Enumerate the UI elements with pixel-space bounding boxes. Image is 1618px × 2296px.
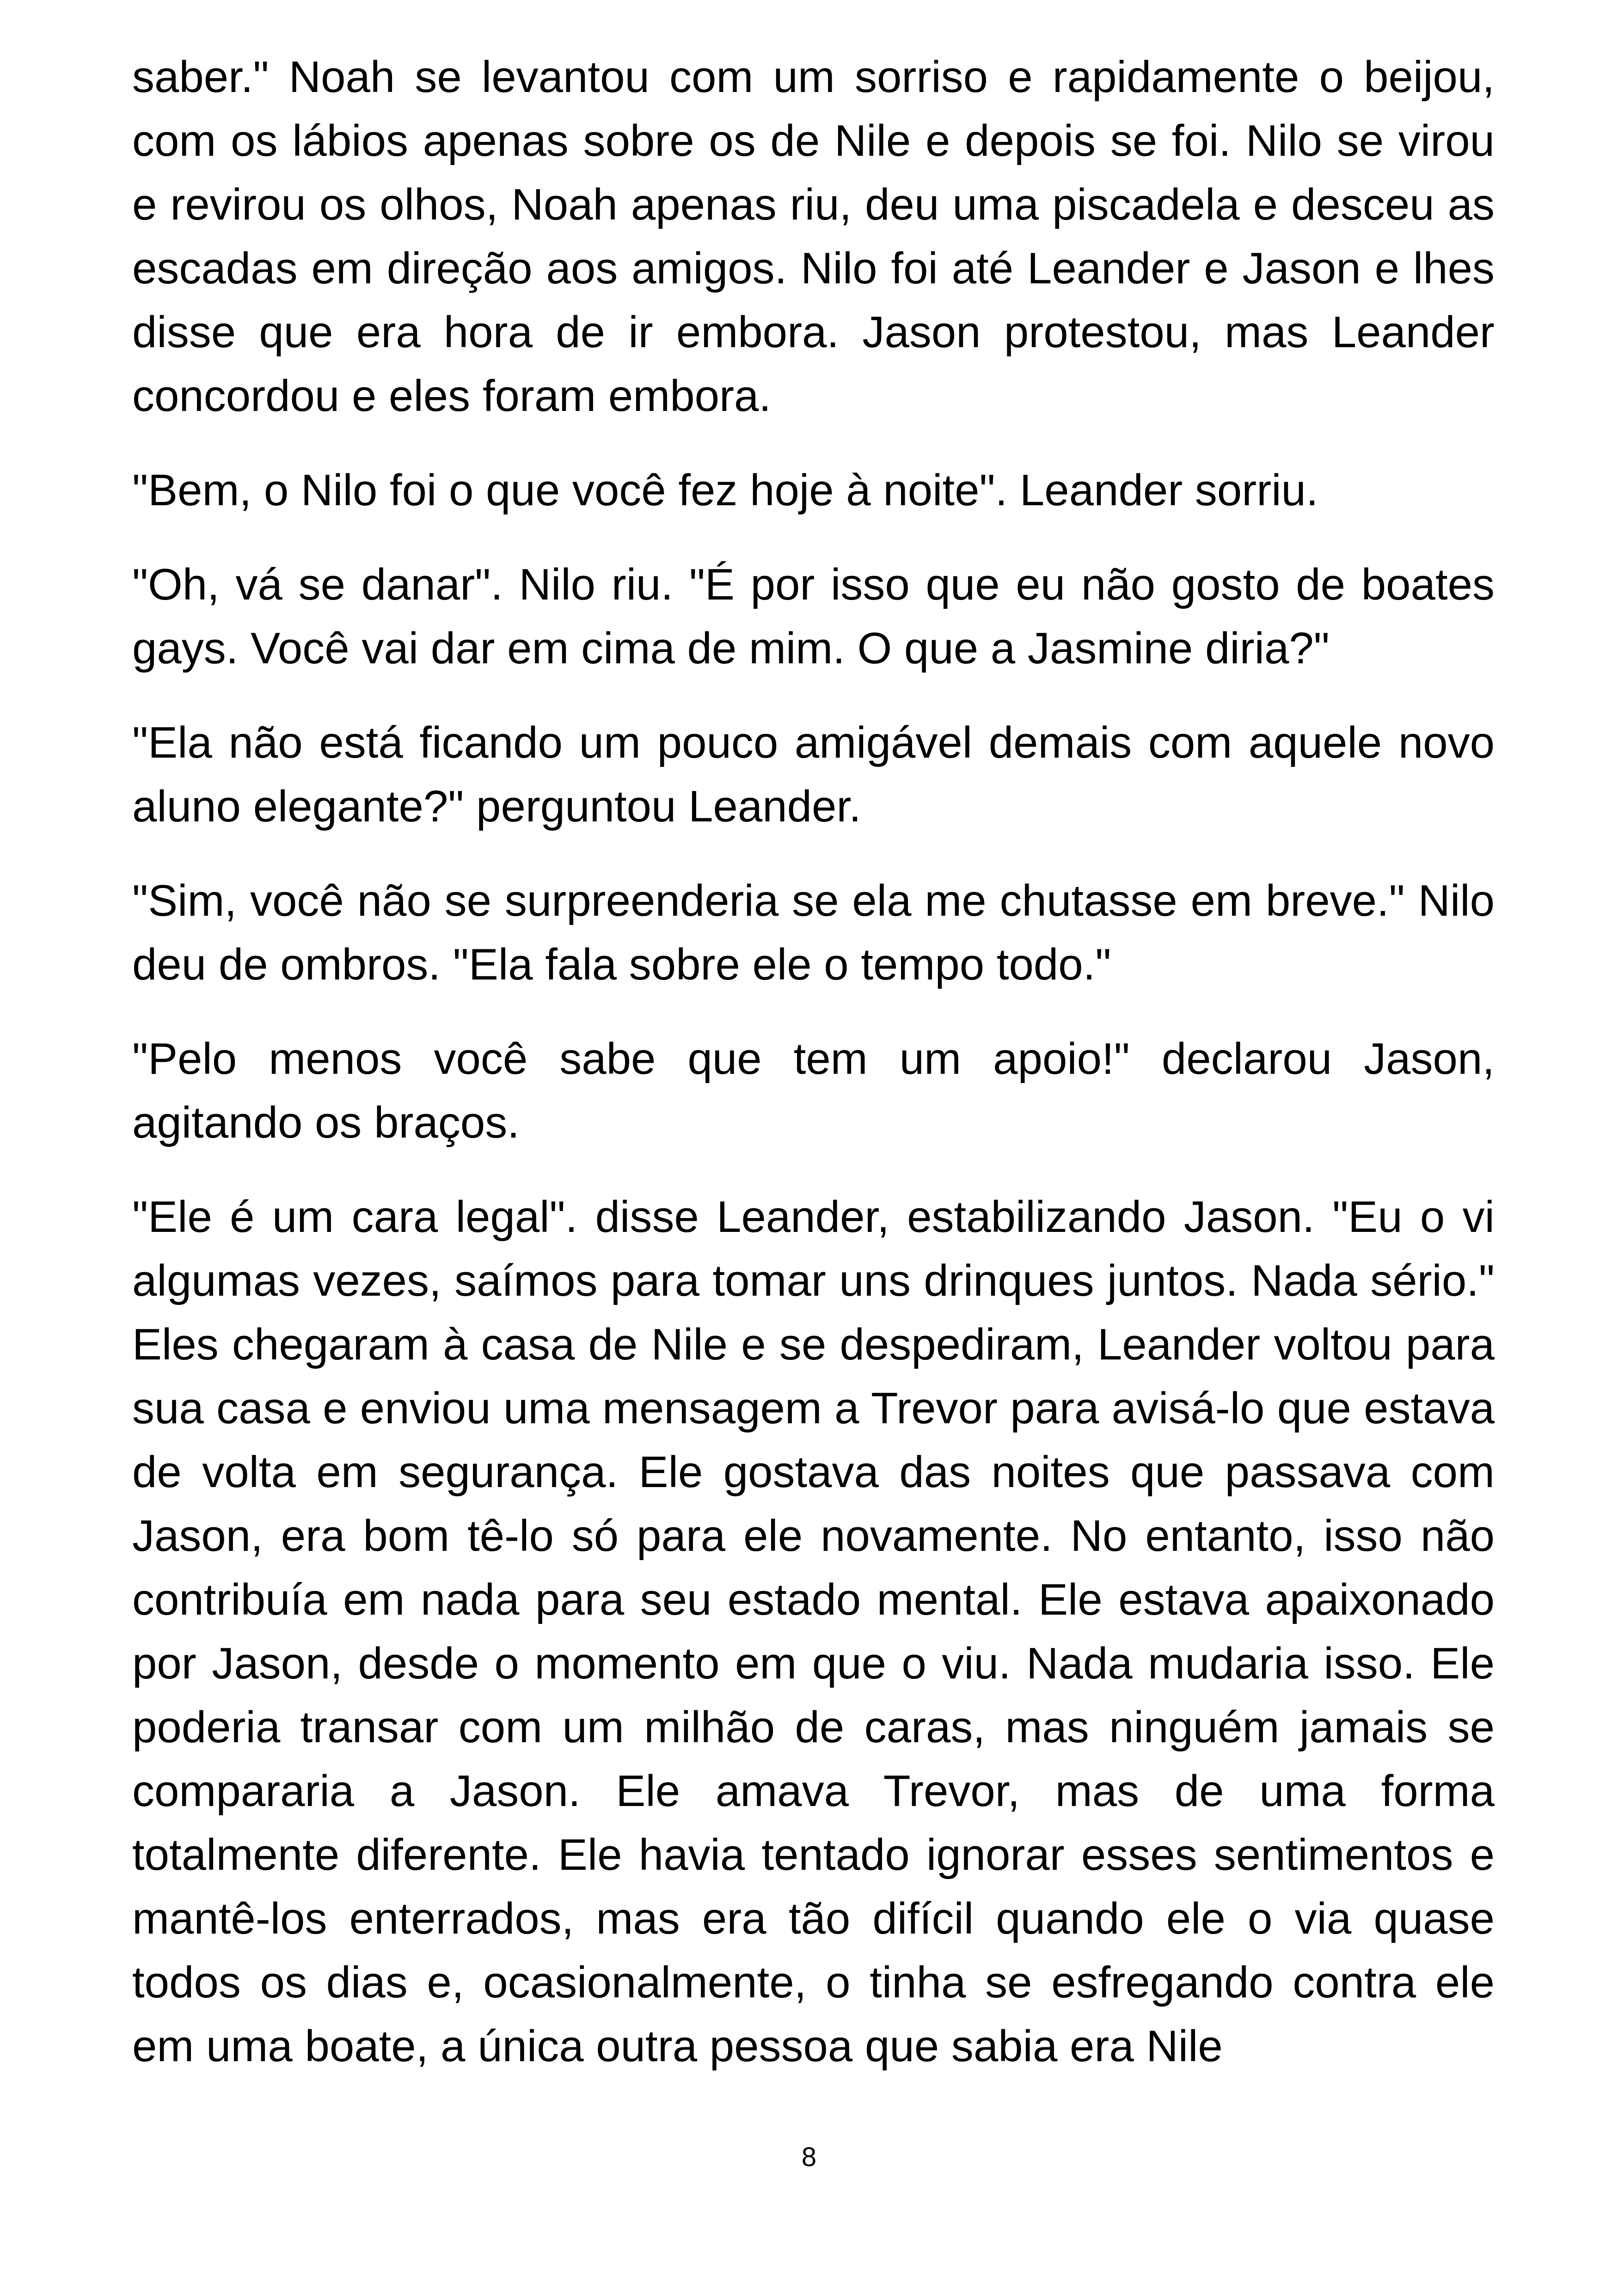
paragraph-4: "Ela não está ficando um pouco amigável demais com aquele novo aluno elegante?" perguntou Leander. — [132, 718, 1495, 831]
paragraph-5: "Sim, você não se surpreenderia se ela me chutasse em breve." Nilo deu de ombros. "Ela fala sobre ele o tempo todo." — [132, 876, 1495, 989]
paragraph-3: "Oh, vá se danar". Nilo riu. "É por isso que eu não gosto de boates gays. Você vai dar em cima de mim. O que a Jasmine diria?" — [132, 560, 1495, 673]
paragraph-2: "Bem, o Nilo foi o que você fez hoje à noite". Leander sorriu. — [132, 465, 1318, 515]
body-text — [132, 45, 1495, 2109]
page-number: 8 — [801, 2142, 817, 2172]
paragraph-7: "Ele é um cara legal". disse Leander, estabilizando Jason. "Eu o vi algumas vezes, saímos para tomar uns drinques juntos. Nada sério." Eles chegaram à casa de Nile e se despediram, Leander voltou para sua casa e enviou uma mensagem a Trevor para avisá-lo que estava de volta em segurança. Ele gostava das noites que passava com Jason, era bom tê-lo só para ele novamente. No entanto, isso não contribuía em nada para seu estado mental. Ele estava apaixonado por Jason, desde o momento em que o viu. Nada mudaria isso. Ele poderia transar com um milhão de caras, mas ninguém jamais se compararia a Jason. Ele amava Trevor, mas de uma forma totalmente diferente. Ele havia tentado ignorar esses sentimentos e mantê-los enterrados, mas era tão difícil quando ele o via quase todos os dias e, ocasionalmente, o tinha se esfregando contra ele em uma boate, a única outra pessoa que sabia era Nile — [132, 1192, 1495, 2071]
paragraph-1: saber." Noah se levantou com um sorriso e rapidamente o beijou, com os lábios apenas sobre os de Nile e depois se foi. Nilo se virou e revirou os olhos, Noah apenas riu, deu uma piscadela e desceu as escadas em direção aos amigos. Nilo foi até Leander e Jason e lhes disse que era hora de ir embora. Jason protestou, mas Leander concordou e eles foram embora. — [132, 52, 1495, 421]
paragraph-6: "Pelo menos você sabe que tem um apoio!" declarou Jason, agitando os braços. — [132, 1034, 1495, 1147]
